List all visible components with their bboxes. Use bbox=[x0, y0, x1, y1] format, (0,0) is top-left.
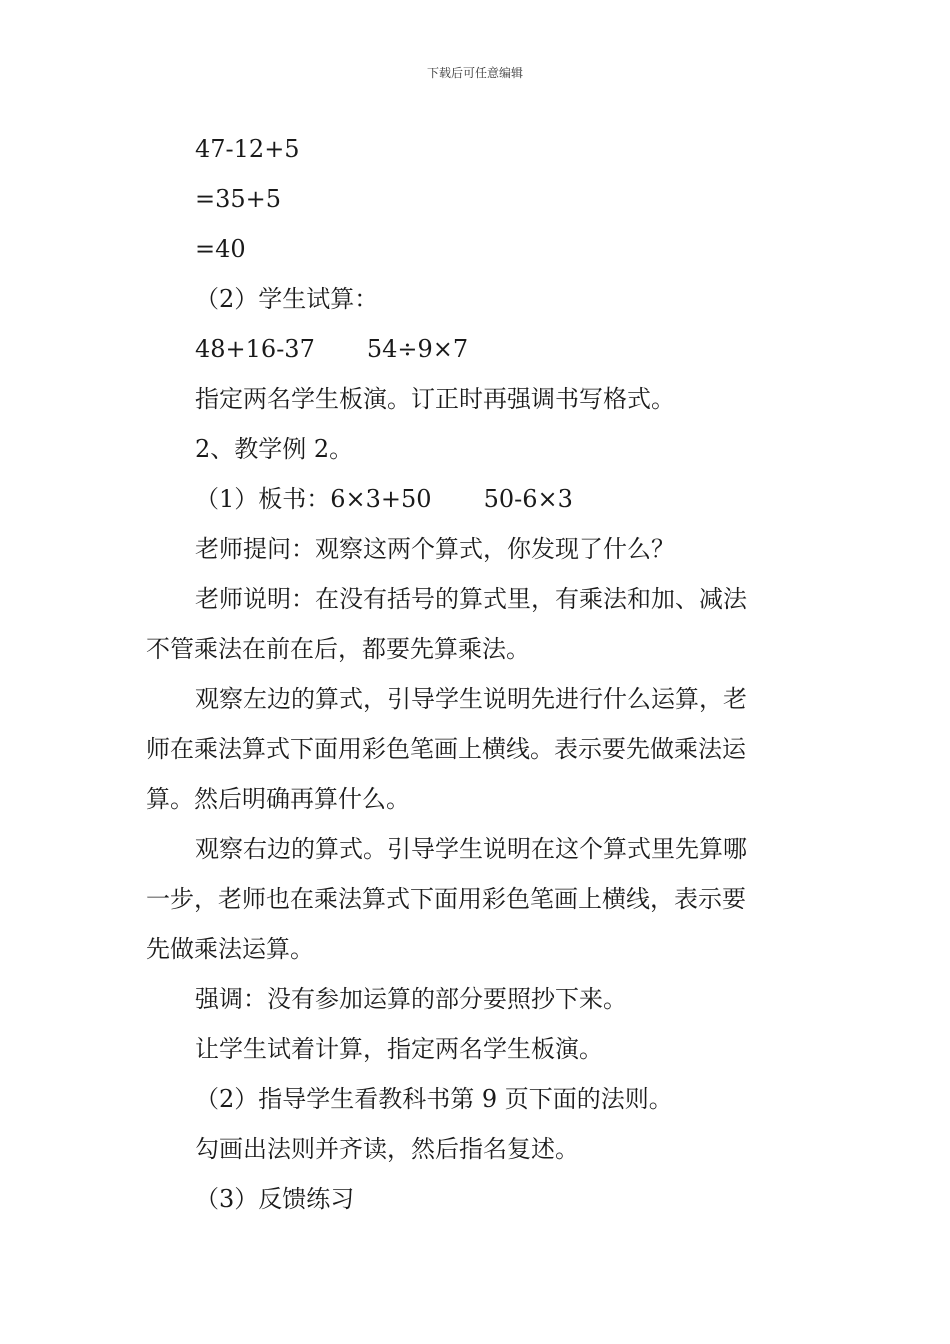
text-line: 不管乘法在前在后，都要先算乘法。 bbox=[146, 635, 530, 663]
text-line: （2）指导学生看教科书第 9 页下面的法则。 bbox=[195, 1085, 673, 1113]
text-line: 指定两名学生板演。订正时再强调书写格式。 bbox=[195, 385, 675, 413]
text-line: 先做乘法运算。 bbox=[146, 935, 314, 963]
text-line: 观察右边的算式。引导学生说明在这个算式里先算哪 bbox=[195, 835, 747, 863]
text-line: 老师说明：在没有括号的算式里，有乘法和加、减法 bbox=[195, 585, 747, 613]
text-line: 师在乘法算式下面用彩色笔画上横线。表示要先做乘法运 bbox=[146, 735, 746, 763]
text-line: =35+5 bbox=[195, 185, 282, 213]
text-line-pair bbox=[195, 334, 468, 364]
text-line: 勾画出法则并齐读，然后指名复述。 bbox=[195, 1135, 579, 1163]
text-line: 算。然后明确再算什么。 bbox=[146, 785, 410, 813]
text-line: （3）反馈练习 bbox=[195, 1185, 355, 1213]
text-line: （2）学生试算： bbox=[195, 285, 379, 313]
expression-right: 50-6×3 bbox=[483, 485, 573, 513]
text-line: 47-12+5 bbox=[195, 135, 300, 163]
text-line: 观察左边的算式，引导学生说明先进行什么运算，老 bbox=[195, 685, 747, 713]
text-line: =40 bbox=[195, 235, 246, 263]
page-header: 下载后可任意编辑 bbox=[426, 66, 523, 80]
text-line: 一步，老师也在乘法算式下面用彩色笔画上横线，表示要 bbox=[146, 885, 746, 913]
text-line: 强调：没有参加运算的部分要照抄下来。 bbox=[195, 985, 627, 1013]
expression-left: （1）板书：6×3+50 bbox=[195, 485, 432, 513]
text-line-pair bbox=[195, 484, 573, 514]
text-line: 2、教学例 2。 bbox=[195, 435, 354, 463]
expression-left: 48+16-37 bbox=[195, 335, 315, 363]
text-line: 让学生试着计算，指定两名学生板演。 bbox=[195, 1035, 603, 1063]
text-line: 老师提问：观察这两个算式，你发现了什么？ bbox=[195, 535, 675, 563]
expression-right: 54÷9×7 bbox=[366, 335, 469, 363]
